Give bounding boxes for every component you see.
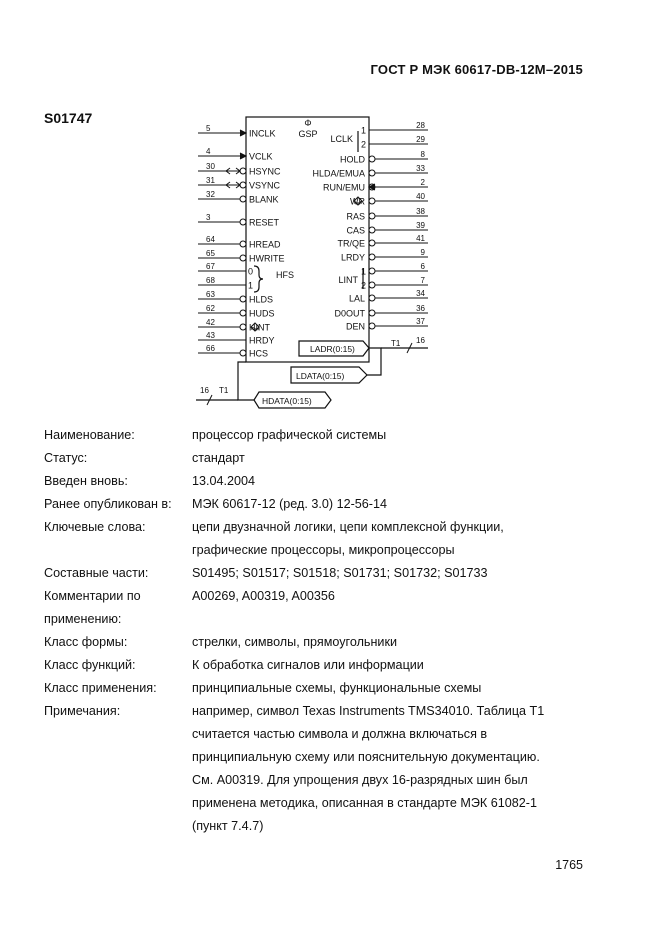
pin-number: 40: [416, 192, 425, 201]
inverter-circle: [240, 350, 246, 356]
pin-label: RESET: [249, 217, 280, 228]
property-row: [44, 562, 604, 585]
pin-number: 68: [206, 276, 215, 285]
property-row: [44, 424, 604, 447]
page-number: 1765: [555, 858, 583, 872]
inverter-circle: [240, 182, 246, 188]
pin-label: HSYNC: [249, 166, 281, 177]
inverter-circle: [240, 310, 246, 316]
bus-width: 16: [200, 386, 209, 395]
property-label: Класс функций:: [44, 658, 136, 672]
inverter-circle: [369, 323, 375, 329]
property-value: К обработка сигналов или информации: [192, 658, 424, 672]
pin-number: 28: [416, 121, 425, 130]
pin-label: 1: [360, 266, 366, 277]
property-value: принципиальную схему или пояснительную документацию.: [192, 750, 540, 764]
pin-label: LAL: [348, 293, 365, 304]
pin-number: 33: [416, 164, 425, 173]
property-value: См. A00319. Для упрощения двух 16-разрядных шин был: [192, 773, 528, 787]
pin-label: HUDS: [249, 308, 275, 319]
pin-label: CAS: [346, 225, 365, 236]
property-value: принципиальные схемы, функциональные схемы: [192, 681, 482, 695]
property-row: [44, 631, 604, 654]
pin-number: 31: [206, 176, 215, 185]
pin-number: 3: [206, 213, 211, 222]
pin-label: TR/QE: [337, 238, 365, 249]
inverter-circle: [369, 170, 375, 176]
property-row: [44, 447, 604, 470]
bus-connector: [238, 362, 254, 400]
property-label: Класс формы:: [44, 635, 128, 649]
pin-number: 4: [206, 147, 211, 156]
pin-label: WR: [350, 196, 365, 207]
inverter-circle: [369, 198, 375, 204]
inverter-circle: [240, 324, 246, 330]
symbol-code: S01747: [44, 110, 93, 126]
property-value: МЭК 60617-12 (ред. 3.0) 12-56-14: [192, 497, 387, 511]
pin-label: LRDY: [340, 252, 365, 263]
pin-label: 0: [248, 266, 254, 277]
property-value: применена методика, описанная в стандарте МЭК 61082-1: [192, 796, 537, 810]
pin-label: HINT: [249, 322, 270, 333]
property-value: считается частью символа и должна включаться в: [192, 727, 488, 741]
property-label: Примечания:: [44, 704, 121, 718]
property-value: (пункт 7.4.7): [192, 819, 264, 833]
standard-header: ГОСТ Р МЭК 60617-DB-12M–2015: [370, 62, 583, 77]
inverter-circle: [240, 168, 246, 174]
table-ref: T1: [219, 386, 229, 395]
pin-label: DEN: [345, 321, 365, 332]
symbol-title: GSP: [298, 129, 318, 139]
pin-number: 41: [416, 234, 425, 243]
pin-label: HREAD: [249, 239, 281, 250]
property-value: S01495; S01517; S01518; S01731; S01732; S01733: [192, 566, 488, 580]
property-value: 13.04.2004: [192, 474, 256, 488]
bus-ldata-label: LDATA(0:15): [296, 371, 345, 381]
inverter-circle: [369, 310, 375, 316]
inverter-circle: [240, 241, 246, 247]
property-row: [44, 516, 604, 562]
property-label: Класс применения:: [44, 681, 157, 695]
pin-label: HLDA/EMUA: [312, 168, 365, 179]
pin-number: 66: [206, 344, 215, 353]
properties-list: [44, 424, 604, 838]
inverter-circle: [240, 219, 246, 225]
inverter-circle: [369, 254, 375, 260]
property-label: Введен вновь:: [44, 474, 128, 488]
inverter-circle: [369, 268, 375, 274]
pin-label: VCLK: [249, 151, 273, 162]
property-row: [44, 700, 604, 838]
pin-label: HOLD: [339, 154, 365, 165]
inverter-circle: [240, 296, 246, 302]
symbol-title-phi: Φ: [304, 118, 312, 128]
inverter-circle: [240, 255, 246, 261]
property-row: [44, 585, 604, 631]
pin-number: 34: [416, 289, 425, 298]
inverter-circle: [369, 295, 375, 301]
property-label: Статус:: [44, 451, 88, 465]
pin-label: HRDY: [249, 335, 275, 346]
property-row: [44, 677, 604, 700]
pin-number: 63: [206, 290, 215, 299]
property-value: цепи двузначной логики, цепи комплексной функции,: [192, 520, 504, 534]
bus-hdata-label: HDATA(0:15): [262, 396, 312, 406]
lint-label: LINT: [338, 275, 358, 285]
pin-label: 1: [248, 280, 254, 291]
pin-number: 29: [416, 135, 425, 144]
pin-number: 32: [206, 190, 215, 199]
inverter-circle: [369, 213, 375, 219]
pin-label: D0OUT: [334, 308, 365, 319]
property-label: Составные части:: [44, 566, 149, 580]
lclk-label: LCLK: [330, 134, 353, 144]
inverter-circle: [369, 240, 375, 246]
property-label: Ранее опубликован в:: [44, 497, 172, 511]
pin-number: 36: [416, 304, 425, 313]
pin-number: 62: [206, 304, 215, 313]
property-value: A00269, A00319, A00356: [192, 589, 335, 603]
bus-width: 16: [416, 336, 425, 345]
pin-number: 6: [420, 262, 425, 271]
pin-number: 38: [416, 207, 425, 216]
pin-label: 2: [360, 139, 366, 150]
pin-label: BLANK: [249, 194, 279, 205]
bus-ladr-label: LADR(0:15): [310, 344, 355, 354]
pin-number: 67: [206, 262, 215, 271]
property-label: Наименование:: [44, 428, 135, 442]
property-value: процессор графической системы: [192, 428, 387, 442]
arrow-mark: [240, 130, 246, 136]
property-value: графические процессоры, микропроцессоры: [192, 543, 455, 557]
pin-number: 2: [420, 178, 425, 187]
inverter-circle: [240, 196, 246, 202]
inverter-circle: [369, 156, 375, 162]
pin-number: 30: [206, 162, 215, 171]
property-row: [44, 654, 604, 677]
table-ref: T1: [391, 339, 401, 348]
property-row: [44, 470, 604, 493]
pin-label: 2: [360, 280, 366, 291]
pin-label: HLDS: [249, 294, 274, 305]
pin-number: 8: [420, 150, 425, 159]
pin-number: 9: [420, 248, 425, 257]
arrow-mark: [240, 153, 246, 159]
property-value: стандарт: [192, 451, 245, 465]
pin-number: 42: [206, 318, 215, 327]
pin-number: 5: [206, 124, 211, 133]
pin-number: 43: [206, 331, 215, 340]
pin-number: 64: [206, 235, 215, 244]
property-label: Комментарии по применению:: [44, 589, 141, 626]
pin-label: HCS: [249, 348, 269, 359]
pin-label: HWRITE: [249, 253, 285, 264]
pin-number: 7: [420, 276, 425, 285]
pin-label: INCLK: [249, 128, 276, 139]
inverter-circle: [369, 227, 375, 233]
symbol-diagram: [0, 0, 661, 420]
pin-label: RUN/EMU: [323, 182, 365, 193]
pin-number: 39: [416, 221, 425, 230]
inverter-circle: [369, 282, 375, 288]
pin-number: 65: [206, 249, 215, 258]
pin-number: 37: [416, 317, 425, 326]
pin-label: 1: [360, 125, 366, 136]
property-row: [44, 493, 604, 516]
property-label: Ключевые слова:: [44, 520, 146, 534]
pin-label: VSYNC: [249, 180, 281, 191]
property-value: стрелки, символы, прямоугольники: [192, 635, 398, 649]
property-value: например, символ Texas Instruments TMS34010. Таблица T1: [192, 704, 545, 718]
pin-label: RAS: [346, 211, 365, 222]
hfs-label: HFS: [276, 270, 294, 280]
